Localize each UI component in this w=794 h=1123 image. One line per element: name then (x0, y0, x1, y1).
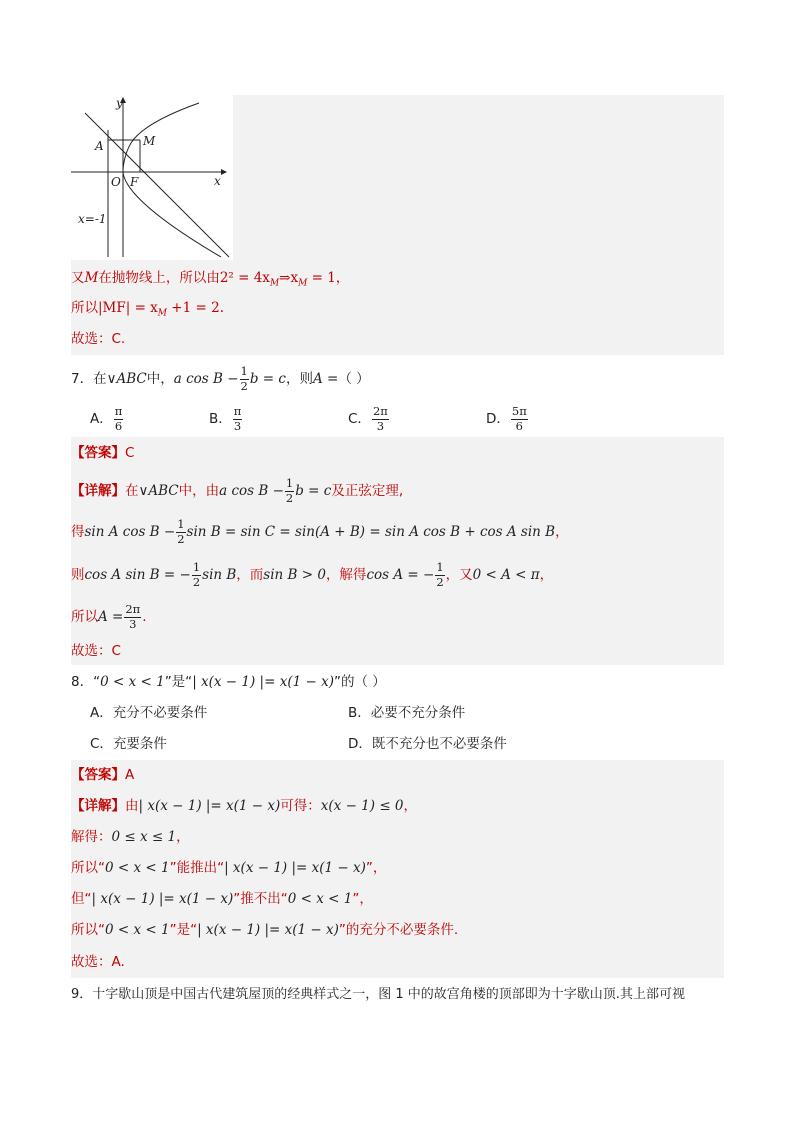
prev-line-1: 又M在抛物线上，所以由$2^2 = 4x_M\Rightarrow x_M = 1$， (71, 270, 350, 289)
label-a: A (95, 139, 104, 153)
fraction: $\frac{1}{2}$ (240, 364, 248, 393)
q7-option-a[interactable]: A． $\frac{\pi}{6}$ (90, 404, 123, 433)
q8-answer: 【答案】A (71, 767, 135, 783)
q7-detail-1: 【详解】在∨ABC中，由a cos B − $\frac{1}{2}$ b = c及正弦定理, (71, 476, 404, 505)
q8-stem: 8．“0 < x < 1”是“| x(x − 1) |= x(1 − x)”的（ ） (71, 674, 386, 690)
label-directrix: x=-1 (78, 212, 107, 226)
label-m: M (143, 134, 156, 148)
q8-detail-4: 但“| x(x − 1) |= x(1 − x)”推不出“0 < x < 1”， (71, 891, 373, 907)
q8-option-b[interactable]: B．必要不充分条件 (348, 705, 466, 721)
q7-detail-4: 所以A = $\frac{2\pi}{3}$ . (71, 602, 147, 631)
q8-choice: 故选：A. (71, 954, 125, 970)
q7-detail-3: 则cos A sin B = − $\frac{1}{2}$ sin B，而sin B > 0，解得cos A = − $\frac{1}{2}$ ，又0 < A < π， (71, 560, 554, 589)
q8-detail-5: 所以“0 < x < 1”是“| x(x − 1) |= x(1 − x)”的充分不必要条件. (71, 922, 459, 938)
q7-stem: 7．在∨ABC中，a cos B − $\frac{1}{2}$ b = c，则A =（ ） (71, 364, 370, 393)
label-x: x (214, 174, 221, 188)
q7-choice: 故选：C (71, 643, 121, 659)
q8-option-d[interactable]: D．既不充分也不必要条件 (348, 736, 507, 752)
q7-detail-2: 得sin A cos B − $\frac{1}{2}$ sin B = sin C = sin(A + B) = sin A cos B + cos A sin B， (71, 517, 569, 546)
prev-line-2: 所以$|MF| = x_M +1 = 2$. (71, 300, 224, 319)
q7-answer: 【答案】C (71, 445, 135, 461)
q7-option-d[interactable]: D． $\frac{5\pi}{6}$ (486, 404, 527, 433)
q8-detail-1: 【详解】由| x(x − 1) |= x(1 − x)可得：x(x − 1) ≤ 0， (71, 798, 418, 814)
prev-choice: 故选：C. (71, 331, 126, 347)
q9-stem: 9．十字歇山顶是中国古代建筑屋顶的经典样式之一，图 1 中的故宫角楼的顶部即为十字歇山顶.其上部可视 (71, 987, 685, 1002)
label-o: O (111, 175, 121, 189)
q8-option-c[interactable]: C．充要条件 (90, 736, 167, 752)
q8-detail-2: 解得：0 ≤ x ≤ 1， (71, 829, 190, 845)
q8-detail-3: 所以“0 < x < 1”能推出“| x(x − 1) |= x(1 − x)”， (71, 860, 387, 876)
parabola-figure (71, 95, 233, 260)
q7-solution-block (71, 437, 724, 665)
q7-option-c[interactable]: C． $\frac{2\pi}{3}$ (348, 404, 388, 433)
q8-option-a[interactable]: A．充分不必要条件 (90, 705, 208, 721)
label-y: y (116, 96, 123, 110)
label-f: F (130, 175, 139, 189)
q7-option-b[interactable]: B． $\frac{\pi}{3}$ (209, 404, 242, 433)
